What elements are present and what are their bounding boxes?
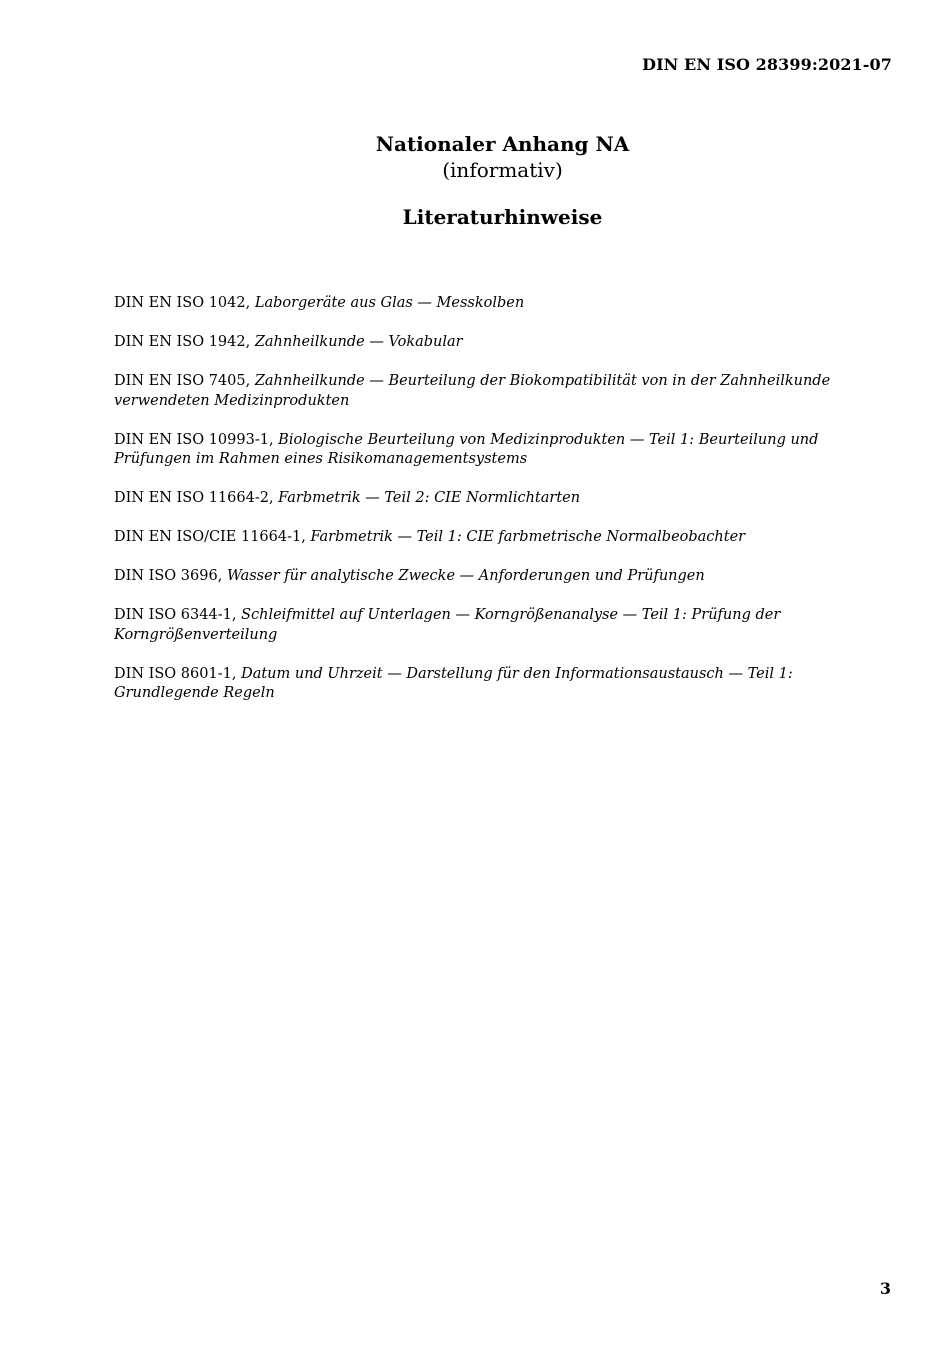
reference-entry — [114, 294, 894, 314]
reference-entry — [114, 567, 894, 587]
reference-title: Datum und Uhrzeit — Darstellung für den Informationsaustausch — Teil 1: Grundlegende Regeln — [114, 665, 793, 701]
reference-title: Zahnheilkunde — Beurteilung der Biokompatibilität von in der Zahnheilkunde verwendeten Medizinprodukten — [114, 373, 831, 409]
document-id: DIN EN ISO 28399:2021-07 — [642, 55, 892, 74]
reference-number: DIN EN ISO/CIE 11664-1, — [114, 529, 306, 545]
reference-title: Farbmetrik — Teil 1: CIE farbmetrische Normalbeobachter — [310, 529, 746, 545]
annex-subtitle: (informativ) — [442, 158, 563, 182]
reference-number: DIN EN ISO 7405, — [114, 373, 251, 389]
reference-title: Wasser für analytische Zwecke — Anforderungen und Prüfungen — [226, 568, 705, 584]
reference-entry — [114, 333, 894, 353]
reference-entry — [114, 431, 894, 470]
reference-entry — [114, 528, 894, 548]
reference-number: DIN EN ISO 1942, — [114, 334, 251, 350]
reference-entry — [114, 489, 894, 509]
reference-number: DIN ISO 3696, — [114, 568, 223, 584]
page-number: 3 — [879, 1279, 891, 1298]
annex-heading — [0, 131, 950, 230]
section-title: Literaturhinweise — [402, 205, 603, 229]
reference-number: DIN ISO 6344-1, — [114, 607, 237, 623]
reference-entry — [114, 372, 894, 411]
reference-entry — [114, 606, 894, 645]
annex-title: Nationaler Anhang NA — [375, 132, 630, 156]
reference-title: Biologische Beurteilung von Medizinprodukten — Teil 1: Beurteilung und Prüfungen im Rahmen eines Risikomanagementsystems — [114, 431, 819, 467]
reference-number: DIN ISO 8601-1, — [114, 665, 237, 682]
reference-title: Farbmetrik — Teil 2: CIE Normlichtarten — [278, 490, 581, 506]
reference-title: Schleifmittel auf Unterlagen — Korngrößenanalyse — Teil 1: Prüfung der Korngrößenverteilung — [114, 607, 781, 643]
reference-list — [114, 294, 894, 723]
reference-title: Zahnheilkunde — Vokabular — [254, 334, 463, 350]
reference-number: DIN EN ISO 1042, — [114, 295, 251, 311]
reference-number: DIN EN ISO 10993-1, — [114, 431, 274, 448]
reference-title: Laborgeräte aus Glas — Messkolben — [254, 295, 525, 311]
reference-entry — [114, 665, 894, 704]
reference-number: DIN EN ISO 11664-2, — [114, 490, 274, 506]
